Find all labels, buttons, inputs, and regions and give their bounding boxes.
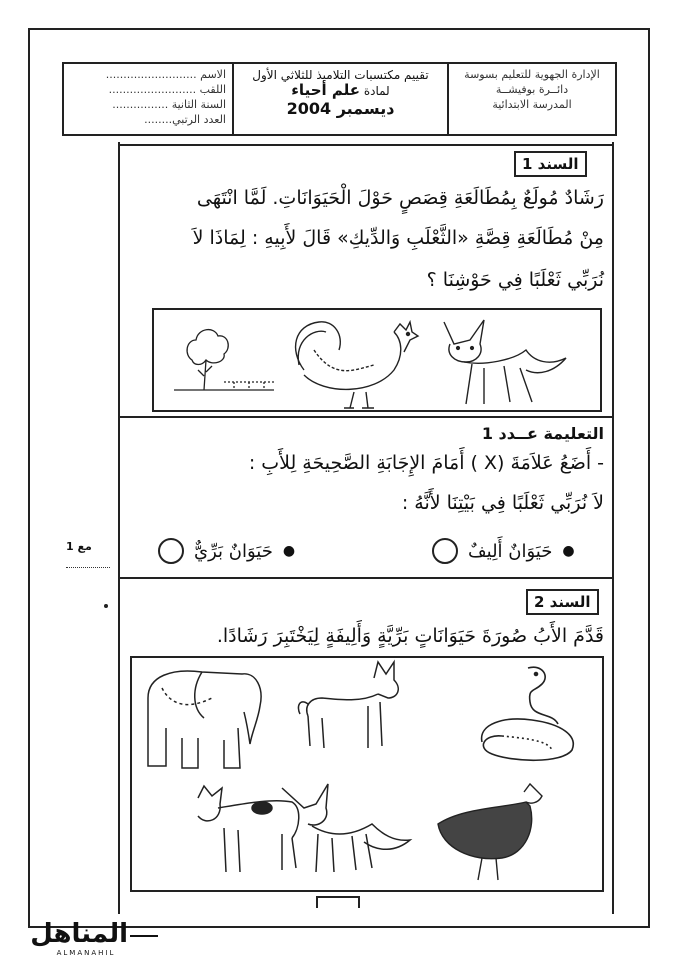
sanad-1-line-1: رَشَادٌ مُولَعٌ بِمُطَالَعَةِ قِصَصٍ حَوْلَ الْحَيَوَانَاتِ. لَمَّا انْتَهَى: [196, 187, 604, 209]
sanad-2-line: قَدَّمَ الأَبُ صُورَةَ حَيَوَانَاتٍ بَرِّيَّةٍ وَأَلِيفَةٍ لِيَخْتَبِرَ رَشَادًا.: [216, 625, 604, 647]
school-line-1: الإدارة الجهوية للتعليم بسوسة: [464, 68, 600, 81]
almanahil-logo: [30, 912, 160, 958]
sanad-1-line-2: مِنْ مُطَالَعَةِ قِصَّةِ «الثَّعْلَبِ وَالدِّيكِ» قَالَ لأَبِيهِ : لِمَاذَا لاَ: [192, 227, 604, 249]
fox-rooster-illustration: [154, 310, 600, 410]
school-line-3: المدرسة الابتدائية: [492, 98, 572, 111]
sanad-1-label: السند 1: [514, 151, 587, 177]
divider: [118, 577, 614, 579]
sanad-1-line-3: نُرَبِّي ثَعْلَبًا فِي حَوْشِنَا ؟: [426, 269, 604, 291]
exam-title: تقييم مكتسبات التلاميذ للثلاثي الأول: [252, 68, 429, 82]
choice-wild[interactable]: [158, 538, 295, 564]
choice-wild-circle[interactable]: [158, 538, 184, 564]
logo-text: المناهل: [30, 919, 128, 949]
exam-header: [62, 62, 617, 136]
school-info: [449, 64, 615, 134]
school-line-2: دائــرة بوفيشــة: [495, 83, 569, 96]
instruction-1-line-1: - أَضَعُ عَلاَمَةَ (X ) أَمَامَ الإِجَابَةِ الصَّحِيحَةِ لِلأَبِ :: [248, 452, 604, 474]
fox-icon: [282, 784, 410, 872]
fox-rooster-picture: [152, 308, 602, 412]
logo-icon: [30, 912, 160, 958]
margin-dot: [104, 604, 108, 608]
choice-domestic-circle[interactable]: [432, 538, 458, 564]
elephant-icon: [148, 671, 261, 768]
tree-icon: [174, 330, 274, 390]
dog-icon: [298, 662, 398, 748]
bullet-icon: ●: [562, 543, 575, 559]
level-field: السنة الثانية ................: [112, 98, 226, 111]
rank-field[interactable]: العدد الرتبي........: [144, 113, 226, 126]
rooster-icon: [296, 322, 418, 408]
choice-domestic[interactable]: [432, 538, 575, 564]
divider: [118, 144, 614, 146]
name-field[interactable]: الاسم ..........................: [105, 68, 226, 81]
hen-icon: [438, 784, 542, 880]
choice-domestic-label: حَيَوَانٌ أَلِيفٌ: [468, 540, 553, 562]
choice-wild-label: حَيَوَانٌ بَرِّيٌّ: [194, 540, 273, 562]
subject-title: علم أحياء: [291, 81, 360, 99]
cow-icon: [198, 786, 299, 872]
animals-picture: [130, 656, 604, 892]
exam-title-block: [234, 64, 449, 134]
subject-prefix: لمادة: [363, 84, 390, 98]
snake-icon: [482, 667, 574, 760]
fox-icon: [444, 320, 566, 404]
sanad-2-label: السند 2: [526, 589, 599, 615]
surname-field[interactable]: اللقب .........................: [108, 83, 226, 96]
margin-score: [66, 540, 110, 568]
score-line[interactable]: [66, 567, 110, 568]
instruction-1-line-2: لاَ نُرَبِّي ثَعْلَبًا فِي بَيْتِنَا لأَنَّهُ :: [401, 492, 604, 514]
score-label: مع 1: [66, 540, 92, 553]
divider: [118, 416, 614, 418]
instruction-1-title: التعليمة عــدد 1: [481, 424, 604, 443]
bullet-icon: ●: [282, 543, 296, 559]
logo-sub: ALMANAHIL: [56, 949, 116, 957]
student-info: [64, 64, 234, 134]
exam-date: ديسمبر 2004: [286, 99, 395, 118]
animals-illustration: [132, 658, 602, 890]
page-bottom-mark: [316, 896, 360, 908]
